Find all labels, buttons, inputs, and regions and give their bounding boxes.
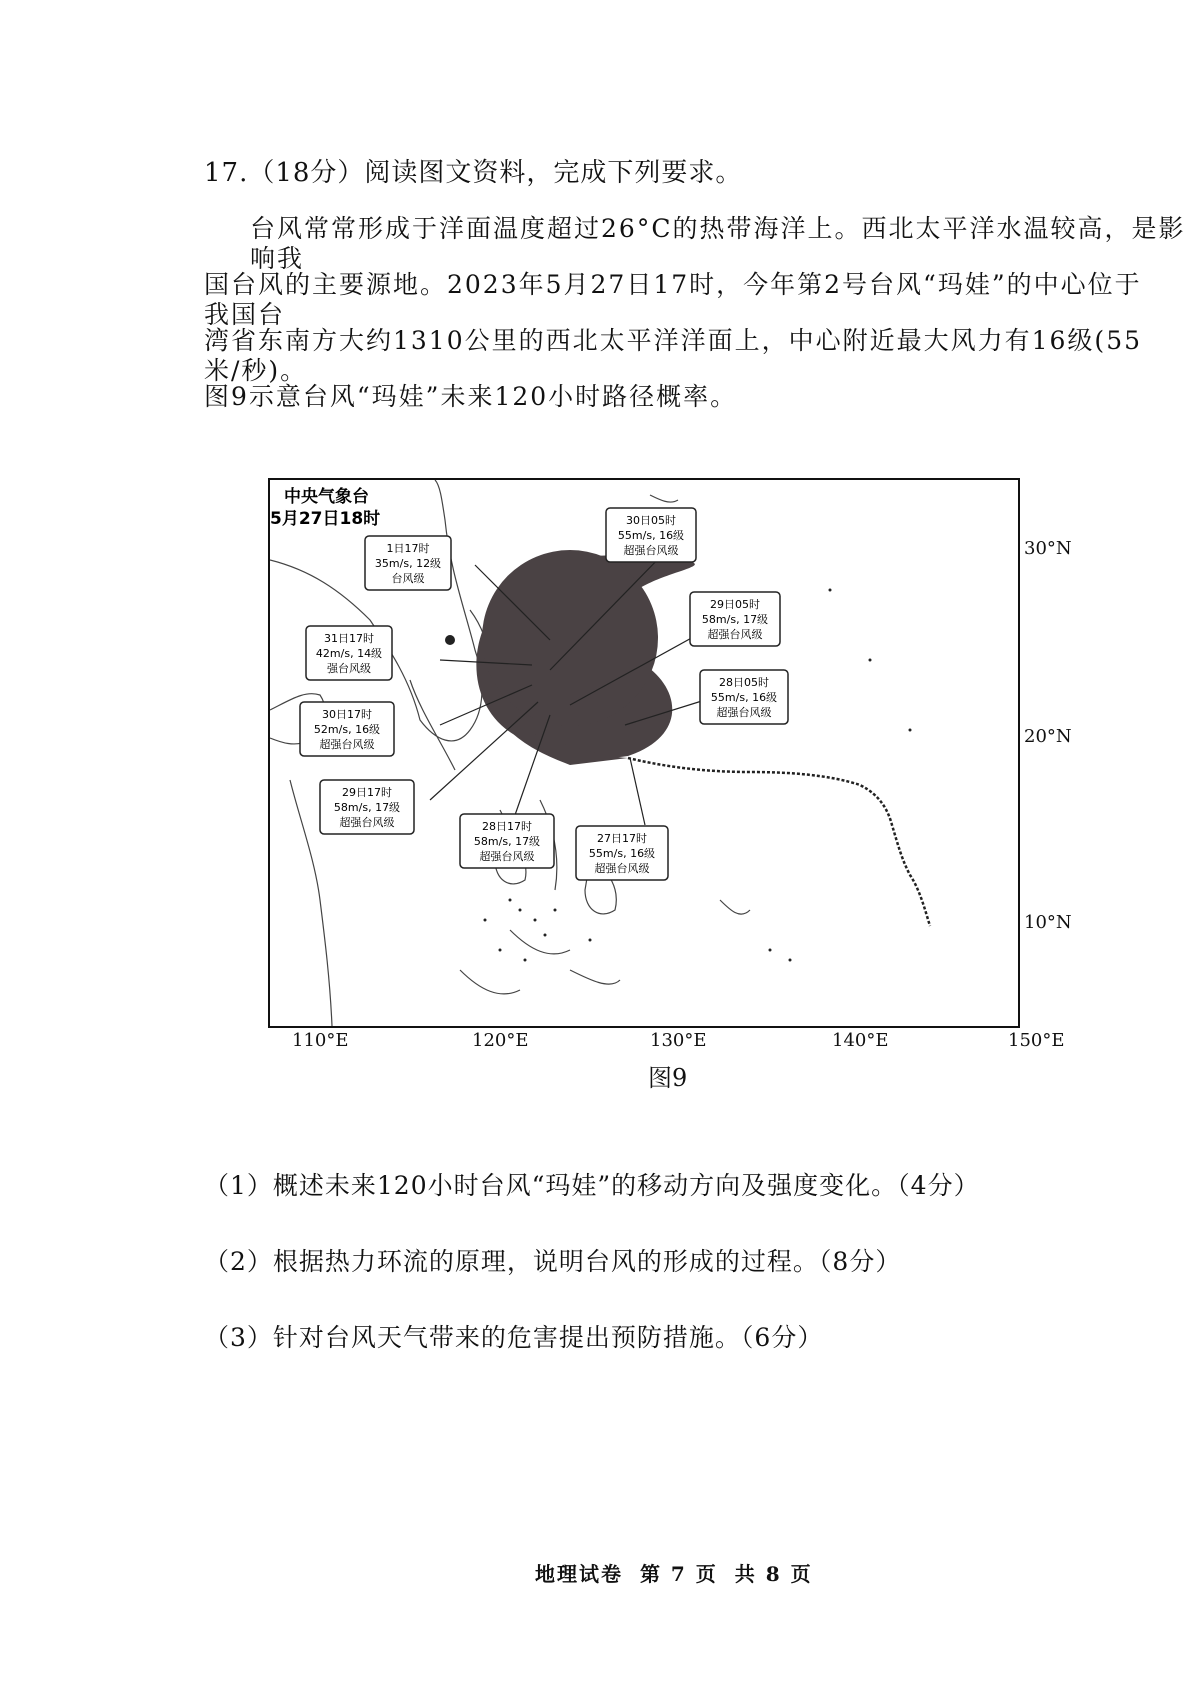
question-paragraph-3: 湾省东南方大约1310公里的西北太平洋洋面上，中心附近最大风力有16级(55米/秒)。	[204, 326, 1143, 385]
footer-subject: 地理试卷	[535, 1562, 623, 1586]
question-paragraph-4: 图9示意台风“玛娃”未来120小时路径概率。	[204, 382, 738, 411]
footer-total: 共 8 页	[734, 1562, 813, 1586]
svg-text:58m/s, 17级: 58m/s, 17级	[333, 801, 401, 814]
typhoon-track-map	[268, 478, 1020, 1028]
forecast-box-3	[300, 702, 394, 756]
lat-label-30n: 30°N	[1024, 538, 1072, 559]
sub-question-2: （2）根据热力环流的原理，说明台风的形成的过程。（8分）	[204, 1247, 902, 1276]
svg-text:超强台风级: 超强台风级	[716, 706, 772, 719]
lat-label-10n: 10°N	[1024, 912, 1072, 933]
svg-text:超强台风级: 超强台风级	[594, 862, 650, 875]
svg-text:强台风级: 强台风级	[327, 662, 371, 675]
svg-text:1日17时: 1日17时	[386, 542, 430, 555]
forecast-box-1	[365, 536, 451, 590]
svg-text:55m/s, 16级: 55m/s, 16级	[617, 529, 685, 542]
lon-label-150e: 150°E	[1008, 1030, 1065, 1051]
forecast-box-8	[690, 592, 780, 646]
map-svg	[270, 480, 1018, 1026]
svg-text:27日17时: 27日17时	[597, 832, 647, 845]
forecast-box-4	[320, 780, 414, 834]
svg-text:35m/s, 12级: 35m/s, 12级	[374, 557, 442, 570]
question-paragraph-2: 国台风的主要源地。2023年5月27日17时，今年第2号台风“玛娃”的中心位于我国台	[204, 270, 1142, 329]
svg-text:超强台风级: 超强台风级	[479, 850, 535, 863]
svg-text:29日17时: 29日17时	[342, 786, 392, 799]
figure-time: 5月27日18时	[270, 509, 381, 529]
svg-text:55m/s, 16级: 55m/s, 16级	[710, 691, 778, 704]
lat-label-20n: 20°N	[1024, 726, 1072, 747]
svg-text:超强台风级: 超强台风级	[623, 544, 679, 557]
svg-text:55m/s, 16级: 55m/s, 16级	[588, 847, 656, 860]
forecast-box-5	[460, 814, 554, 868]
svg-text:超强台风级: 超强台风级	[339, 816, 395, 829]
lon-label-140e: 140°E	[832, 1030, 889, 1051]
page-footer	[535, 1558, 821, 1587]
svg-text:42m/s, 14级: 42m/s, 14级	[315, 647, 383, 660]
question-paragraph-1: 台风常常形成于洋面温度超过26°C的热带海洋上。西北太平洋水温较高，是影响我	[250, 214, 1186, 273]
svg-text:30日17时: 30日17时	[322, 708, 372, 721]
observed-track-line	[628, 758, 930, 926]
probability-cone	[476, 550, 695, 765]
svg-text:超强台风级: 超强台风级	[319, 738, 375, 751]
lon-label-120e: 120°E	[472, 1030, 529, 1051]
lon-label-130e: 130°E	[650, 1030, 707, 1051]
svg-text:28日17时: 28日17时	[482, 820, 532, 833]
lon-label-110e: 110°E	[292, 1030, 349, 1051]
svg-text:58m/s, 17级: 58m/s, 17级	[701, 613, 769, 626]
svg-text:58m/s, 17级: 58m/s, 17级	[473, 835, 541, 848]
footer-page: 第 7 页	[639, 1562, 718, 1586]
forecast-box-9	[606, 508, 696, 562]
sub-question-1: （1）概述未来120小时台风“玛娃”的移动方向及强度变化。（4分）	[204, 1171, 980, 1200]
svg-text:29日05时: 29日05时	[710, 598, 760, 611]
svg-text:30日05时: 30日05时	[626, 514, 676, 527]
figure-caption: 图9	[648, 1064, 688, 1092]
svg-text:台风级: 台风级	[391, 572, 425, 585]
forecast-box-7	[700, 670, 788, 724]
svg-text:52m/s, 16级: 52m/s, 16级	[313, 723, 381, 736]
figure-source: 中央气象台	[284, 487, 369, 507]
question-title: 17.（18分）阅读图文资料，完成下列要求。	[204, 158, 743, 188]
svg-text:28日05时: 28日05时	[719, 676, 769, 689]
svg-text:31日17时: 31日17时	[324, 632, 374, 645]
forecast-box-2	[306, 626, 392, 680]
sub-question-3: （3）针对台风天气带来的危害提出预防措施。（6分）	[204, 1323, 824, 1352]
forecast-box-6	[576, 826, 668, 880]
svg-text:超强台风级: 超强台风级	[707, 628, 763, 641]
